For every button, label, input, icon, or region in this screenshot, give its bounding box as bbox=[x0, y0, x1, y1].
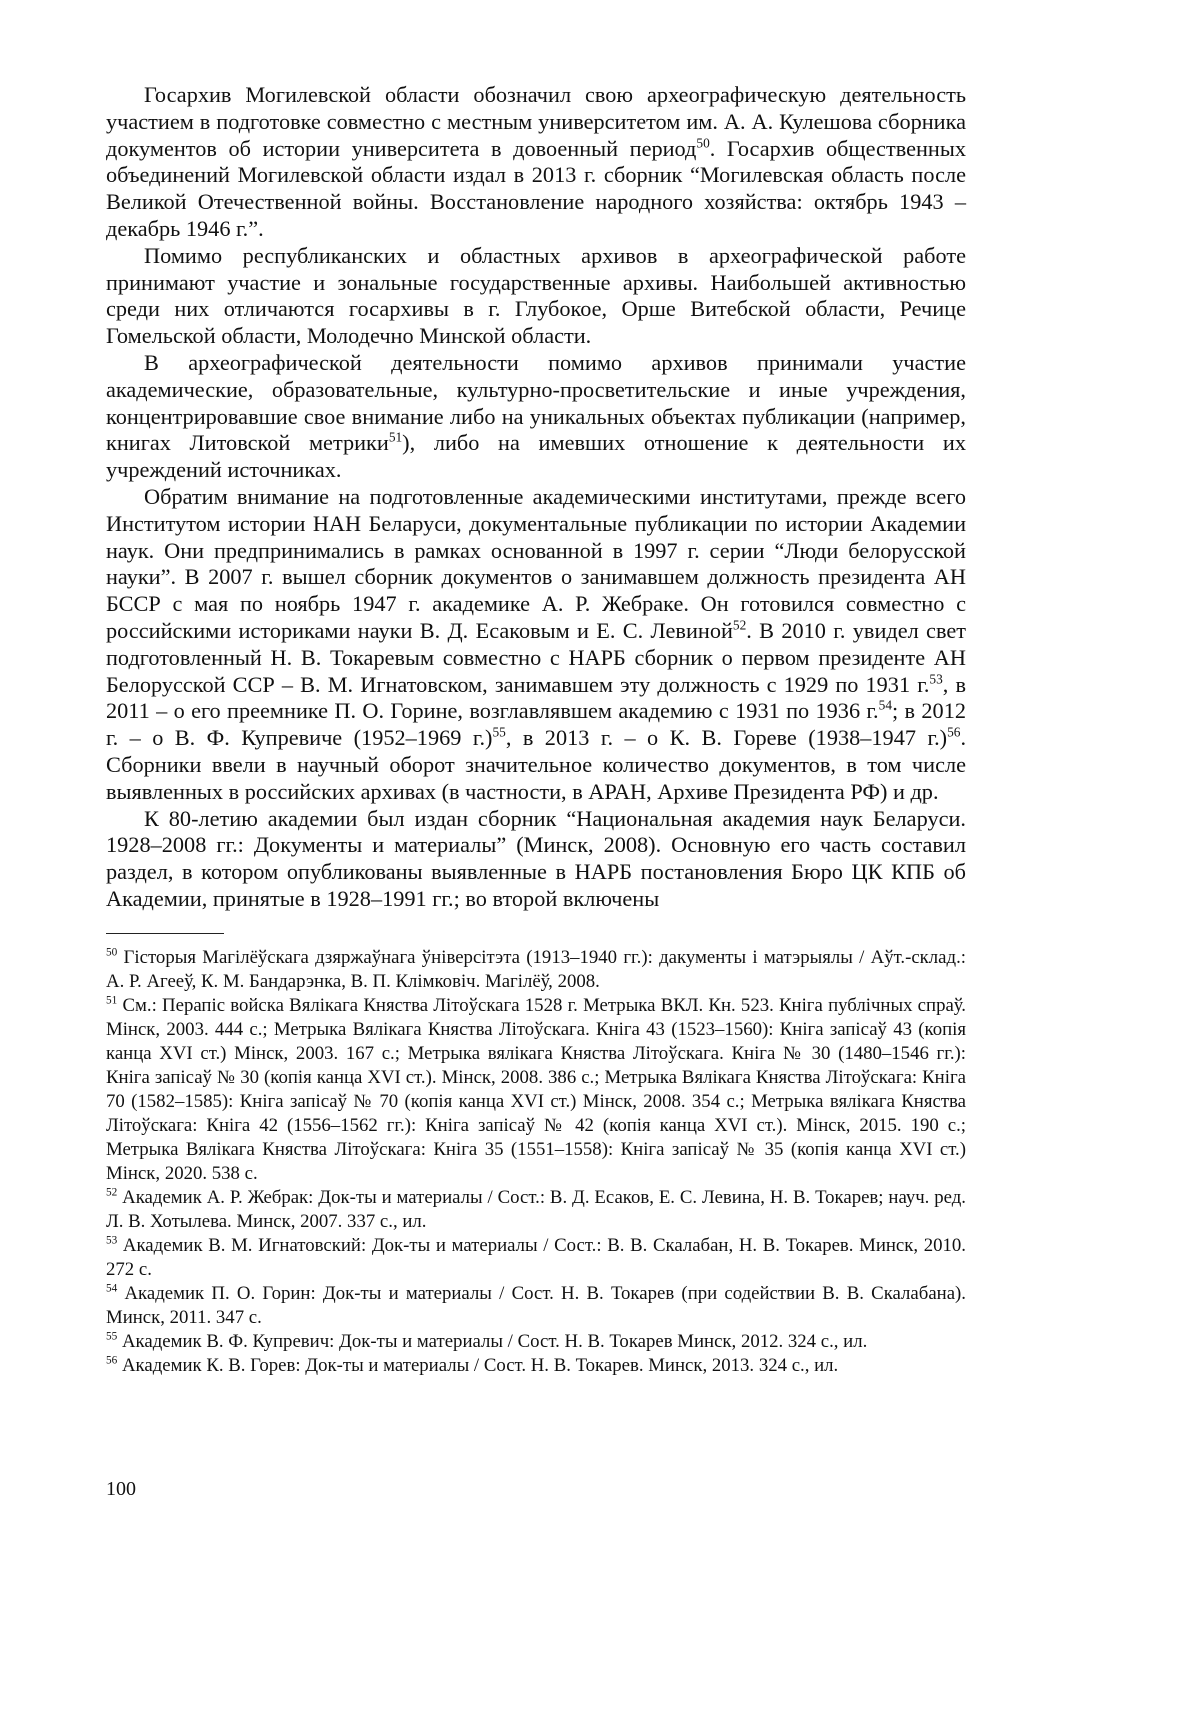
page-number: 100 bbox=[106, 1478, 136, 1500]
paragraph: Помимо республиканских и областных архивов в археографической работе принимают участие и зональные государственные архивы. Наибольшей активностью среди них отличаются госархивы в г. Глубокое, Орше Витебской области, Речице Гомельской области, Молодечно Минской области. bbox=[106, 242, 966, 349]
footnote-marker: 56 bbox=[947, 724, 961, 740]
footnote-marker: 56 bbox=[106, 1354, 118, 1367]
footnote: $^{52}$ Академик А. Р. Жебрак: Док-ты и материалы / Сост.: В. Д. Есаков, Е. С. Левина, Н. В. Токарев; науч. ред. Л. В. Хотылева. Минск, 2007. 337 с., ил. bbox=[106, 1186, 966, 1232]
footnote-marker: 55 bbox=[106, 1330, 118, 1343]
paragraph: Обратим внимание на подготовленные академическими институтами, прежде всего Институтом истории НАН Беларуси, документальные публикации по истории Академии наук. Они предпринимались в рамках основанной в 1997 г. серии “Люди белорусской науки”. В 2007 г. вышел сборник документов о занимавшем должность президента АН БССР с мая по ноябрь 1947 г. академике А. Р. Жебраке. Он готовился совместно с российскими историками науки В. Д. Есаковым и Е. С. Левиной$^{52}$. В 2010 г. увидел свет подготовленный Н. В. Токаревым совместно с НАРБ сборник о первом президенте АН Белорусской ССР – В. М. Игнатовском, занимавшем эту должность с 1929 по 1931 г.$^{53}$, в 2011 – о его преемнике П. О. Горине, возглавлявшем академию с 1931 по 1936 г.$^{54}$; в 2012 г. – о В. Ф. Купревиче (1952–1969 г.)$^{55}$, в 2013 г. – о К. В. Гореве (1938–1947 г.)$^{56}$. Сборники ввели в научный оборот значительное количество документов, в том числе выявленных в российских архивах (в частности, в АРАН, Архиве Президента РФ) и др. bbox=[106, 483, 967, 804]
footnote-marker: 55 bbox=[492, 724, 506, 740]
footnote-marker: 51 bbox=[106, 994, 118, 1007]
footnote-marker: 50 bbox=[106, 946, 118, 959]
footnote-marker: 51 bbox=[388, 429, 403, 445]
footnote-marker: 50 bbox=[696, 135, 710, 151]
footnote: $^{53}$ Академик В. М. Игнатовский: Док-ты и материалы / Сост.: В. В. Скалабан, Н. В. Токарев. Минск, 2010. 272 с. bbox=[106, 1234, 966, 1280]
paragraph: В археографической деятельности помимо архивов принимали участие академические, образовательные, культурно-просветительские и иные учреждения, концентрировавшие свое внимание либо на уникальных объектах публикации (например, книгах Литовской метрики$^{51}$), либо на имевших отношение к деятельности их учреждений источниках. bbox=[106, 349, 966, 483]
footnote: $^{56}$ Академик К. В. Горев: Док-ты и материалы / Сост. Н. В. Токарев. Минск, 2013. 324 с., ил. bbox=[106, 1354, 839, 1376]
footnotes-list bbox=[106, 946, 966, 1378]
footnote: $^{55}$ Академик В. Ф. Купревич: Док-ты и материалы / Сост. Н. В. Токарев Минск, 2012. 324 с., ил. bbox=[106, 1330, 868, 1352]
footnote-marker: 54 bbox=[878, 697, 892, 713]
paragraph: К 80-летию академии был издан сборник “Национальная академия наук Беларуси. 1928–2008 гг.: Документы и материалы” (Минск, 2008). Основную его часть составил раздел, в котором опубликованы выявленные в НАРБ постановления Бюро ЦК КПБ об Академии, принятые в 1928–1991 гг.; во второй включены bbox=[106, 805, 966, 911]
footnote-marker: 52 bbox=[106, 1186, 118, 1199]
body-paragraphs bbox=[106, 82, 966, 913]
paragraph: Госархив Могилевской области обозначил свою археографическую деятельность участием в подготовке совместно с местным университетом им. А. А. Кулешова сборника документов об истории университета в довоенный период$^{50}$. Госархив общественных объединений Могилевской области издал в 2013 г. сборник “Могилевская область после Великой Отечественной войны. Восстановление народного хозяйства: октябрь 1943 – декабрь 1946 г.”. bbox=[106, 82, 966, 241]
footnote: $^{50}$ Гісторыя Магілёўскага дзяржаўнага ўніверсітэта (1913–1940 гг.): дакументы і матэрыялы / Аўт.-склад.: А. Р. Агееў, К. М. Бандарэнка, В. П. Клімковіч. Магілёў, 2008. bbox=[106, 946, 966, 992]
footnote-marker: 53 bbox=[929, 671, 943, 687]
page-body bbox=[106, 82, 966, 1378]
footnote-separator bbox=[106, 933, 224, 934]
footnote-marker: 53 bbox=[106, 1234, 118, 1247]
footnote-marker: 54 bbox=[106, 1282, 118, 1295]
footnote-marker: 52 bbox=[732, 617, 747, 633]
footnote: $^{54}$ Академик П. О. Горин: Док-ты и материалы / Сост. Н. В. Токарев (при содействии В. В. Скалабана). Минск, 2011. 347 с. bbox=[106, 1282, 966, 1328]
footnote: $^{51}$ См.: Перапіс войска Вялікага Княства Літоўскага 1528 г. Метрыка ВКЛ. Кн. 523. Кніга публічных спраў. Мінск, 2003. 444 с.; Метрыка Вялікага Княства Літоўскага. Кніга 43 (1523–1560): Кніга запісаў 43 (копія канца XVI ст.) Мінск, 2003. 167 с.; Метрыка вялікага Княства Літоўскага. Кніга № 30 (1480–1546 гг.): Кніга запісаў № 30 (копія канца XVI ст.). Мінск, 2008. 386 с.; Метрыка Вялікага Княства Літоўскага: Кніга 70 (1582–1585): Кніга запісаў № 70 (копія канца XVI ст.) Мінск, 2008. 354 с.; Метрыка вялікага Княства Літоўскага: Кніга 42 (1556–1562 гг.): Кніга запісаў № 42 (копія канца XVI ст.). Мінск, 2015. 190 с.; Метрыка Вялікага Княства Літоўскага: Кніга 35 (1551–1558): Кніга запісаў № 35 (копія канца XVI ст.) Мінск, 2020. 538 с. bbox=[106, 994, 966, 1184]
